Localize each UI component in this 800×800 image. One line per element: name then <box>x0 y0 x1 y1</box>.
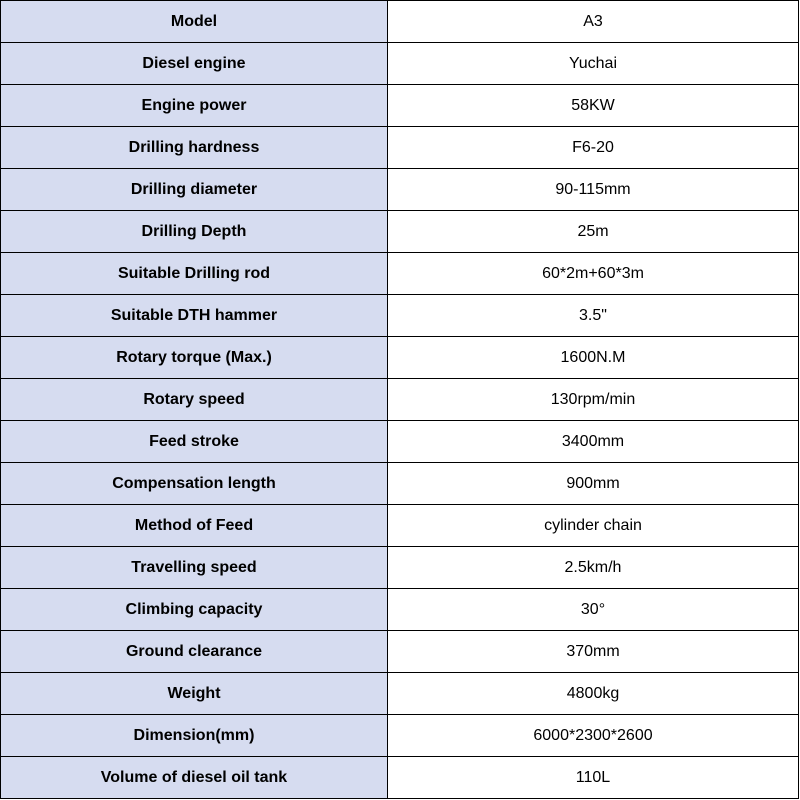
spec-row <box>1 43 799 85</box>
spec-row <box>1 1 799 43</box>
spec-value: 60*2m+60*3m <box>388 253 799 295</box>
spec-label: Rotary torque (Max.) <box>1 337 388 379</box>
spec-label: Feed stroke <box>1 421 388 463</box>
spec-value: 4800kg <box>388 673 799 715</box>
spec-row <box>1 127 799 169</box>
spec-value: 2.5km/h <box>388 547 799 589</box>
spec-row <box>1 463 799 505</box>
spec-row <box>1 547 799 589</box>
spec-row <box>1 211 799 253</box>
spec-value: 58KW <box>388 85 799 127</box>
spec-label: Compensation length <box>1 463 388 505</box>
spec-value: 1600N.M <box>388 337 799 379</box>
spec-label: Drilling Depth <box>1 211 388 253</box>
spec-value: 30° <box>388 589 799 631</box>
spec-label: Diesel engine <box>1 43 388 85</box>
spec-value: cylinder chain <box>388 505 799 547</box>
spec-label: Dimension(mm) <box>1 715 388 757</box>
spec-table-body <box>1 1 799 799</box>
spec-label: Suitable DTH hammer <box>1 295 388 337</box>
spec-row <box>1 253 799 295</box>
spec-value: Yuchai <box>388 43 799 85</box>
spec-value: 3.5" <box>388 295 799 337</box>
spec-label: Suitable Drilling rod <box>1 253 388 295</box>
spec-label: Weight <box>1 673 388 715</box>
spec-row <box>1 169 799 211</box>
spec-label: Engine power <box>1 85 388 127</box>
spec-label: Method of Feed <box>1 505 388 547</box>
spec-row <box>1 589 799 631</box>
spec-row <box>1 421 799 463</box>
spec-value: 3400mm <box>388 421 799 463</box>
spec-row <box>1 337 799 379</box>
spec-row <box>1 85 799 127</box>
spec-row <box>1 757 799 799</box>
spec-label: Climbing capacity <box>1 589 388 631</box>
spec-row <box>1 505 799 547</box>
spec-label: Model <box>1 1 388 43</box>
spec-value: 6000*2300*2600 <box>388 715 799 757</box>
spec-label: Drilling hardness <box>1 127 388 169</box>
spec-row <box>1 715 799 757</box>
spec-row <box>1 631 799 673</box>
spec-row <box>1 379 799 421</box>
spec-row <box>1 295 799 337</box>
spec-label: Rotary speed <box>1 379 388 421</box>
spec-value: 900mm <box>388 463 799 505</box>
spec-row <box>1 673 799 715</box>
spec-label: Ground clearance <box>1 631 388 673</box>
spec-value: 370mm <box>388 631 799 673</box>
spec-value: 90-115mm <box>388 169 799 211</box>
spec-value: A3 <box>388 1 799 43</box>
spec-label: Travelling speed <box>1 547 388 589</box>
spec-value: F6-20 <box>388 127 799 169</box>
spec-value: 25m <box>388 211 799 253</box>
spec-label: Drilling diameter <box>1 169 388 211</box>
spec-value: 130rpm/min <box>388 379 799 421</box>
spec-label: Volume of diesel oil tank <box>1 757 388 799</box>
spec-value: 110L <box>388 757 799 799</box>
